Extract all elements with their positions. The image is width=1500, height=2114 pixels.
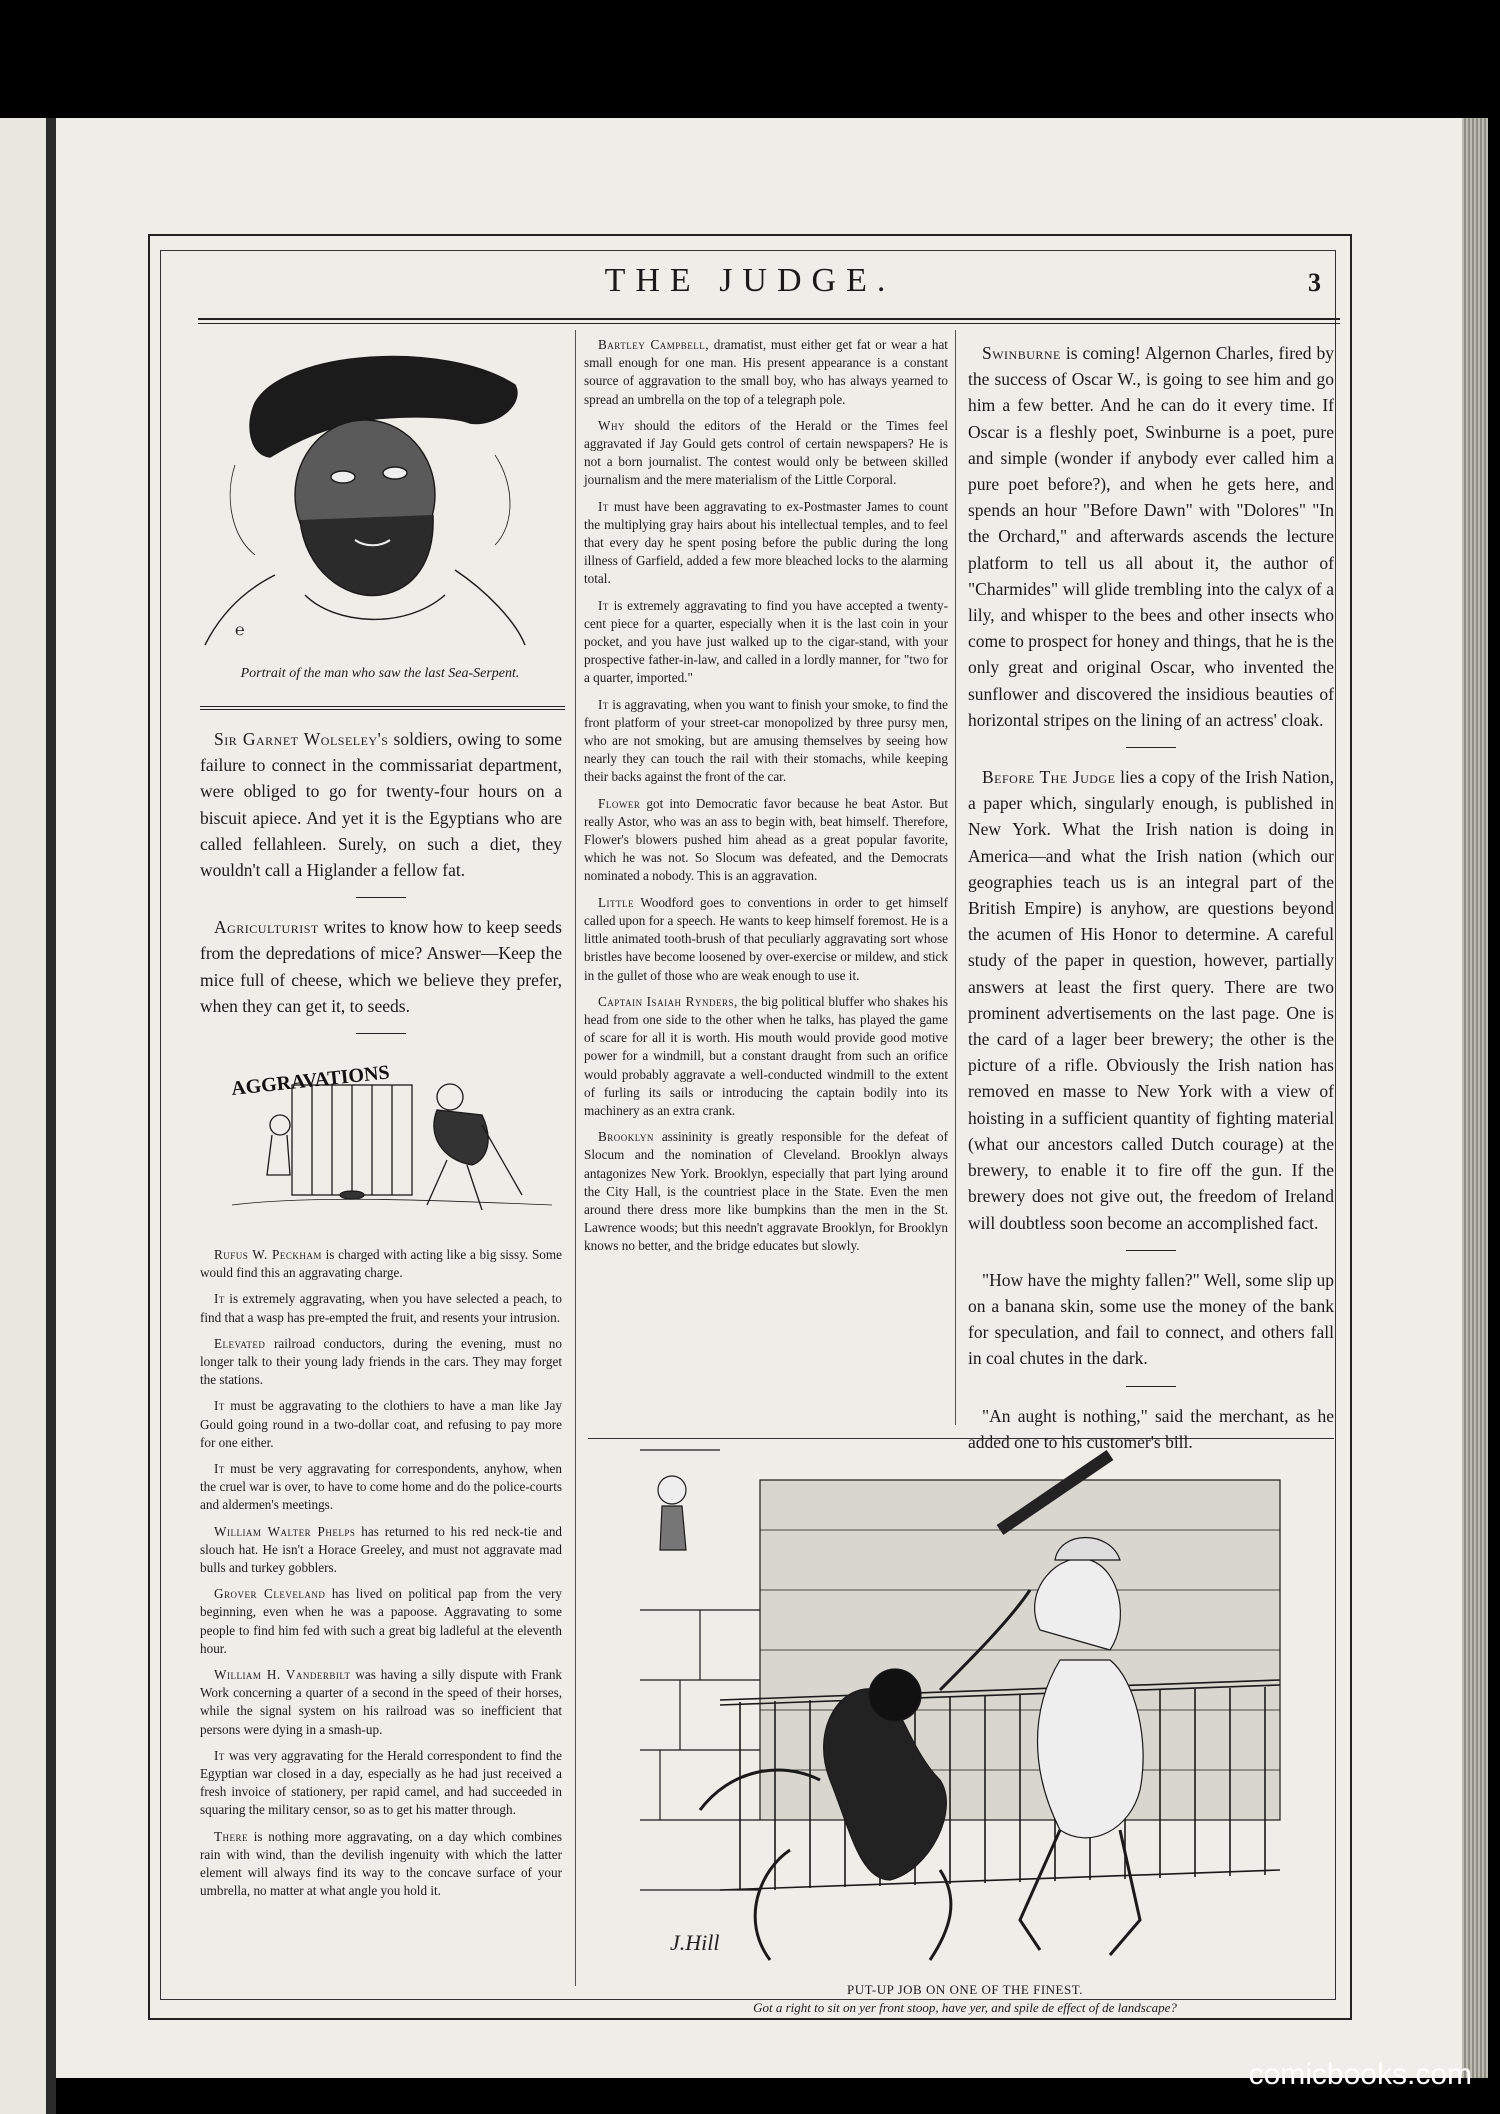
page-number: 3 bbox=[1308, 268, 1321, 297]
aggravations-cartoon bbox=[230, 1061, 552, 1230]
article-paragraph bbox=[584, 993, 948, 1120]
paragraph-text: should the editors of the Herald or the Times feel aggravated if Jay Gould gets control of certain newspapers? He is not a born journalist. The contest would only be between skilled journalism and the mere materialism of the Little Corporal. bbox=[584, 417, 948, 488]
paragraph-text: is extremely aggravating, when you have selected a peach, to find that a wasp has pre-empted the fruit, and resents your intrusion. bbox=[200, 1291, 562, 1325]
article-paragraph bbox=[584, 894, 948, 985]
paragraph-lead: It bbox=[598, 498, 609, 514]
paragraph-text: Woodford goes to conventions in order to get himself called upon for a speech. He wants to keep himself foremost. He is a little animated tooth-brush of that peculiarly aggravating sort whose bristles have become loosened by over-exercise or mildew, and stick in the gullet of those who are weak enough to use it. bbox=[584, 894, 948, 983]
portrait-rule bbox=[200, 706, 565, 710]
article-paragraph bbox=[200, 1397, 562, 1452]
paragraph-lead: It bbox=[214, 1291, 225, 1307]
paragraph-text: "How have the mighty fallen?" Well, some slip up on a banana skin, some use the money of the bank for speculation, and fail to connect, and others fall in coal chutes in the dark. bbox=[968, 1269, 1334, 1369]
article-paragraph bbox=[968, 1267, 1334, 1372]
paragraph-lead: Swinburne bbox=[982, 343, 1061, 363]
portrait-signature-glyph: ℮ bbox=[235, 622, 245, 639]
article-paragraph bbox=[200, 1523, 562, 1578]
article-paragraph bbox=[584, 336, 948, 409]
paragraph-lead: Little bbox=[598, 894, 635, 910]
paragraph-lead: It bbox=[598, 597, 609, 613]
column3-text bbox=[968, 340, 1334, 1463]
article-paragraph bbox=[200, 1246, 562, 1282]
paragraph-text: is coming! Algernon Charles, fired by the success of Oscar W., is going to see him and go him a few better. And he can do it every time. If Oscar is a fleshly poet, Swinburne is a poet, pure and simple (wonder if anybody ever called him a pure poet before?), and when he gets here, and spends an hour "Before Dawn" with "Dolores" "In the Orchard," and afterwards ascends the lecture platform to tell us all about it, the author of "Charmides" will glide trembling into the calyx of a lily, and whisper to the bees and other insects who come to prospect for honey and things, that he is the only great and original Oscar, who invented the sunflower and discovered the insidious beauties of horizontal stripes on the lining of an actress' cloak. bbox=[968, 343, 1334, 730]
paragraph-text: is charged with acting like a big sissy. Some would find this an aggravating charge. bbox=[200, 1247, 562, 1281]
paragraph-lead: Brooklyn bbox=[598, 1129, 654, 1145]
paragraph-lead: Captain Isaiah Rynders, bbox=[598, 993, 738, 1009]
paragraph-text: was having a silly dispute with Frank Work concerning a quarter of a second in the speed of their horses, while the signal system on his railroad was so inefficient that persons were dying in a smash-up. bbox=[200, 1667, 563, 1737]
paragraph-lead: It bbox=[598, 696, 609, 712]
paragraph-text: has returned to his red neck-tie and slouch hat. He isn't a Horace Greeley, and must not aggravate mad bulls and turkey gobblers. bbox=[200, 1523, 563, 1576]
paragraph-text: is nothing more aggravating, on a day which combines rain with wind, than the devilish ingenuity with which the latter element will always find its way to the concave surface of your umbrella, no matter at what angle you hold it. bbox=[200, 1828, 562, 1899]
masthead-rule bbox=[198, 318, 1340, 324]
agriculturist-text: writes to know how to keep seeds from the depredations of mice? Answer—Keep the mice full of cheese, which we believe they prefer, when they can get it, to seeds. bbox=[200, 917, 562, 1016]
site-watermark: comicbooks.com bbox=[1248, 2058, 1472, 2091]
article-paragraph bbox=[200, 1585, 562, 1658]
agriculturist-item bbox=[200, 914, 562, 1019]
paragraph-lead: Rufus W. Peckham bbox=[214, 1247, 322, 1262]
page-stack-edge bbox=[1462, 118, 1488, 2078]
paragraph-lead: Elevated bbox=[214, 1335, 266, 1351]
paragraph-lead: William Walter Phelps bbox=[214, 1523, 356, 1539]
paragraph-lead: Why bbox=[598, 417, 625, 433]
paragraph-lead: It bbox=[214, 1747, 225, 1763]
cartoon-signature: J.Hill bbox=[670, 1930, 720, 1955]
wolseley-item bbox=[200, 726, 562, 883]
column2-text bbox=[584, 336, 948, 1264]
paragraph-lead: It bbox=[214, 1461, 225, 1477]
paragraph-lead: There bbox=[214, 1828, 249, 1844]
column1-lower-text bbox=[200, 1246, 562, 1909]
paragraph-lead: Grover Cleveland bbox=[214, 1586, 326, 1602]
facing-page-edge bbox=[0, 118, 46, 2114]
column-rule-1 bbox=[575, 330, 576, 1986]
paragraph-text: assininity is greatly responsible for the defeat of Slocum and the nomination of Cleveland. Brooklyn always antagonizes New York. Brooklyn, especially that part lying around the City Hall, is the countriest place in the State. Even the men around there dress more like bumpkins than the men in the St. Lawrence woods; but this needn't aggravate Brooklyn, for Brooklyn knows no better, and the bridge educates but slowly. bbox=[584, 1129, 948, 1254]
agriculturist-lead: Agriculturist bbox=[214, 917, 319, 938]
article-paragraph bbox=[200, 1460, 562, 1515]
gutter-shadow bbox=[46, 118, 56, 2114]
cartoon-subtitle: Got a right to sit on yer front stoop, have yer, and spile de effect of de landscape? bbox=[753, 2000, 1177, 2015]
article-paragraph bbox=[968, 764, 1334, 1236]
paragraph-text: got into Democratic favor because he beat Astor. But really Astor, who was an ass to begin with, beat himself. Therefore, Flower's blowers pushed him ahead as a great popular favorite, which he was not. So Slocum was defeated, and the Democrats nominated a nobody. This is an aggravation. bbox=[584, 795, 948, 884]
separator-dash bbox=[356, 897, 406, 898]
aggravations-title: AGGRAVATIONS bbox=[230, 1061, 391, 1100]
paragraph-lead: Before The Judge bbox=[982, 767, 1116, 788]
article-paragraph bbox=[200, 1335, 562, 1390]
column1-upper-text bbox=[200, 726, 562, 1050]
paragraph-text: has lived on political pap from the very beginning, even when he was a papoose. Aggravating to some people to find him fed with such a great big ladleful at the eleventh hour. bbox=[200, 1586, 562, 1656]
paragraph-text: lies a copy of the Irish Nation, a paper which, singularly enough, is published in New York. What the Irish nation is doing in America—and what the Irish nation (which our geographies teach us is an integral part of the British Empire) is anyhow, are questions beyond the acumen of His Honor to determine. A careful study of the paper in question, however, partially answers at least the first query. There are two prominent advertisements on the last page. One is the card of a lager beer brewery; the other is the picture of a rifle. Obviously the Irish nation has removed en masse to New York with a view of hoisting in a sufficient quantity of fighting material (what our ancestors called Dutch courage) at the brewery, to enable it to fire off the gun. If the brewery does not give out, the freedom of Ireland will doubtless soon become an accomplished fact. bbox=[968, 767, 1334, 1233]
paragraph-text: was very aggravating for the Herald correspondent to find the Egyptian war closed in a day, especially as he had just received a fresh invoice of stationery, per rapid camel, and had succeeded in squaring the military censor, so as to get his matter through. bbox=[200, 1747, 562, 1818]
article-paragraph bbox=[584, 498, 948, 589]
separator-dash bbox=[1126, 1250, 1176, 1251]
paragraph-text: dramatist, must either get fat or wear a hat small enough for one man. His present appearance is a constant source of aggravation to the small boy, who has always yearned to spread an umbrella on the top of a telegraph pole. bbox=[584, 337, 948, 407]
masthead-title: THE JUDGE. bbox=[604, 262, 896, 299]
paragraph-text: railroad conductors, during the evening, must no longer talk to their young lady friends in the cars. They may forget the stations. bbox=[200, 1335, 562, 1388]
paragraph-text: "An aught is nothing," said the merchant, as he added one to his customer's bill. bbox=[968, 1405, 1334, 1452]
article-paragraph bbox=[200, 1828, 562, 1901]
cartoon-title: PUT-UP JOB ON ONE OF THE FINEST. bbox=[847, 1982, 1083, 1997]
article-paragraph bbox=[584, 417, 948, 490]
paragraph-text: must be aggravating to the clothiers to have a man like Jay Gould going round in a two-dollar coat, and refusing to pay more for one either. bbox=[200, 1398, 562, 1450]
article-paragraph bbox=[200, 1747, 562, 1820]
paragraph-text: is extremely aggravating to find you have accepted a twenty-cent piece for a quarter, especially when it is the last coin in your pocket, and you have just walked up to the cigar-stand, with your prospective father-in-law, and called in a lordly manner, for "two for a quarter, imported." bbox=[584, 597, 948, 686]
portrait-caption: Portrait of the man who saw the last Sea-Serpent. bbox=[240, 666, 520, 681]
paragraph-lead: It bbox=[214, 1398, 225, 1414]
paragraph-text: the big political bluffer who shakes his head from one side to the other when he talks, has played the game of scare for all it is worth. His mouth would provide good motive power for a windmill, but a constant draught from such an orifice would probably aggravate a well-conducted windmill to the extent of furling its sails or introducing the captain bodily into its machinery as an extra crank. bbox=[584, 993, 948, 1118]
column-rule-2 bbox=[955, 330, 956, 1425]
paragraph-lead: Bartley Campbell, bbox=[598, 337, 710, 352]
separator-dash bbox=[1126, 747, 1176, 748]
article-paragraph bbox=[584, 795, 948, 886]
article-paragraph bbox=[584, 597, 948, 688]
article-paragraph bbox=[968, 340, 1334, 733]
paragraph-lead: William H. Vanderbilt bbox=[214, 1667, 351, 1683]
put-up-job-cartoon bbox=[640, 1450, 1290, 1980]
paragraph-text: is aggravating, when you want to finish your smoke, to find the front platform of your street-car monopolized by three pursy men, who are not smoking, but are amusing themselves by seeing how nearly they can touch the rail with their stomachs, while keeping their backs against the front of the car. bbox=[584, 696, 948, 785]
wolseley-text: soldiers, owing to some failure to connect in the commissariat department, were obliged to go for twenty-four hours on a biscuit apiece. And yet it is the Egyptians who are called fellahleen. Surely, on such a diet, they wouldn't call a Higlander a fellow fat. bbox=[200, 729, 562, 881]
article-paragraph bbox=[968, 1403, 1334, 1455]
article-paragraph bbox=[200, 1666, 562, 1739]
separator-dash bbox=[356, 1033, 406, 1034]
paragraph-text: must have been aggravating to ex-Postmaster James to count the multiplying gray hairs about his intellectual temples, and to feel that every day he spent posing before the public during the long illness of Garfield, added a few more bleached locks to the alarming total. bbox=[584, 498, 948, 587]
article-paragraph bbox=[200, 1290, 562, 1326]
paragraph-lead: Flower bbox=[598, 795, 641, 811]
separator-dash bbox=[1126, 1386, 1176, 1387]
article-paragraph bbox=[584, 1128, 948, 1255]
sea-serpent-portrait bbox=[215, 345, 535, 650]
article-paragraph bbox=[584, 696, 948, 787]
wolseley-lead: Sir Garnet Wolseley's bbox=[214, 729, 389, 749]
paragraph-text: must be very aggravating for correspondents, anyhow, when the cruel war is over, to have to come home and do the police-courts and aldermen's meetings. bbox=[200, 1461, 562, 1513]
